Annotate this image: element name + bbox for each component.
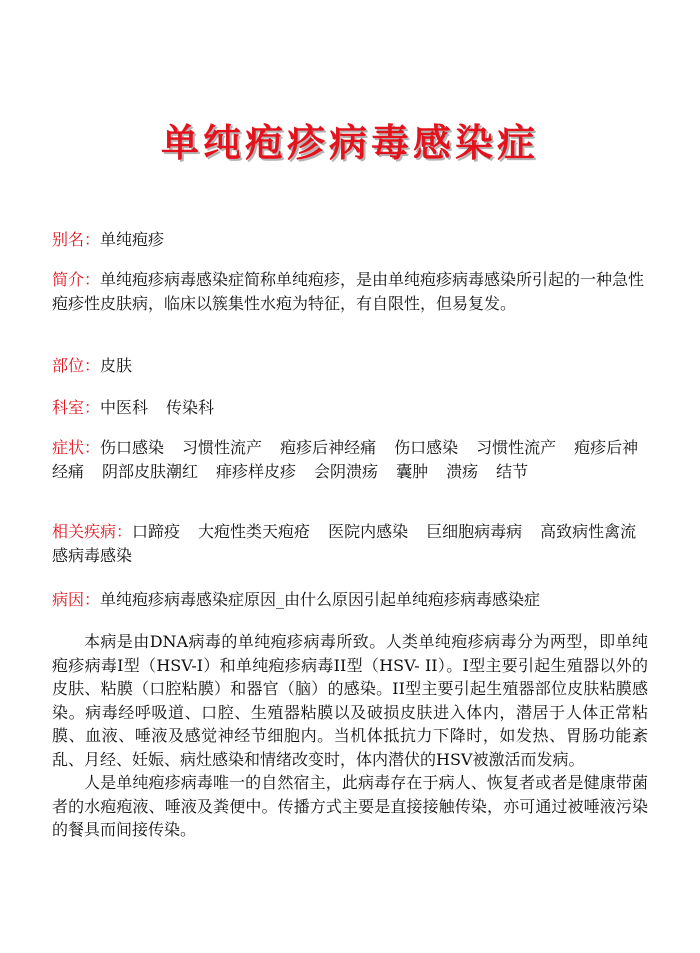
symptoms-label: 症状 — [52, 438, 85, 457]
symptom-item: 囊肿 — [396, 462, 429, 481]
cause-field — [52, 588, 648, 612]
paragraph: 人是单纯疱疹病毒唯一的自然宿主，此病毒存在于病人、恢复者或者是健康带菌者的水疱疱液、唾液及粪便中。传播方式主要是直接接触传染，亦可通过被唾液污染的餐具而间接传染。 — [52, 773, 648, 839]
related-item: 医院内感染 — [328, 522, 409, 541]
symptoms-field — [52, 436, 648, 484]
intro-field — [52, 268, 648, 316]
intro-colon: ： — [84, 270, 101, 289]
dept-value: 中医科 — [100, 398, 149, 417]
related-diseases-field — [52, 520, 648, 568]
page-title: 单纯疱疹病毒感染症 — [160, 121, 539, 165]
cause-colon: ： — [84, 590, 101, 609]
site-colon: ： — [84, 356, 101, 375]
symptom-item: 结节 — [496, 462, 529, 481]
intro-value: 单纯疱疹病毒感染症简称单纯疱疹，是由单纯疱疹病毒感染所引起的一种急性疱疹性皮肤病，临床以簇集性水疱为特征，有自限性，但易复发。 — [52, 270, 645, 313]
alias-colon: ： — [84, 230, 101, 249]
alias-field — [52, 228, 648, 252]
symptom-item: 溃疡 — [446, 462, 479, 481]
cause-description — [52, 630, 648, 842]
intro-label: 简介 — [52, 270, 85, 289]
site-value: 皮肤 — [100, 356, 133, 375]
related-item: 高致病性禽流感病毒感染 — [52, 522, 637, 565]
site-label: 部位 — [52, 356, 85, 375]
alias-value: 单纯疱疹 — [100, 230, 165, 249]
symptoms-colon: ： — [84, 438, 101, 457]
paragraph: 本病是由DNA病毒的单纯疱疹病毒所致。人类单纯疱疹病毒分为两型，即单纯疱疹病毒I型（HSV-I）和单纯疱疹病毒II型（HSV- II）。I型主要引起生殖器以外的皮肤、粘膜（口腔粘膜）和器官（脑）的感染。II型主要引起生殖器部位皮肤粘膜感染。病毒经呼吸道、口腔、生殖器粘膜以及破损皮肤进入体内，潜居于人体正常粘膜、血液、唾液及感觉神经节细胞内。当机体抵抗力下降时，如发热、胃肠功能紊乱、月经、妊娠、病灶感染和情绪改变时，体内潜伏的HSV被激活而发病。 — [52, 632, 648, 769]
related-label: 相关疾病 — [52, 522, 117, 541]
site-field — [52, 354, 648, 378]
symptom-item: 习惯性流产 — [476, 438, 557, 457]
cause-label: 病因 — [52, 590, 85, 609]
symptom-item: 疱疹后神经痛 — [52, 438, 639, 481]
related-item: 大疱性类天疱疮 — [198, 522, 311, 541]
related-item: 口蹄疫 — [132, 522, 181, 541]
dept-field — [52, 396, 648, 420]
symptom-item: 习惯性流产 — [182, 438, 263, 457]
symptom-item: 伤口感染 — [394, 438, 459, 457]
related-colon: ： — [116, 522, 133, 541]
symptom-item: 痱疹样皮疹 — [216, 462, 297, 481]
dept-value: 传染科 — [166, 398, 215, 417]
dept-colon: ： — [84, 398, 101, 417]
dept-label: 科室 — [52, 398, 85, 417]
symptom-item: 疱疹后神经痛 — [280, 438, 377, 457]
alias-label: 别名 — [52, 230, 85, 249]
related-item: 巨细胞病毒病 — [426, 522, 523, 541]
cause-value: 单纯疱疹病毒感染症原因_由什么原因引起单纯疱疹病毒感染症 — [100, 590, 541, 609]
symptom-item: 伤口感染 — [100, 438, 165, 457]
symptom-item: 阴部皮肤潮红 — [102, 462, 199, 481]
symptom-item: 会阴溃疡 — [314, 462, 379, 481]
